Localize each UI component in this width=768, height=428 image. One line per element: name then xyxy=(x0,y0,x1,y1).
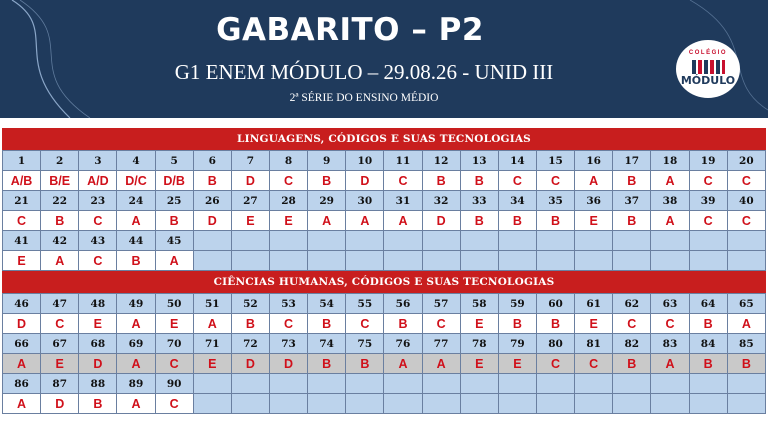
empty-cell xyxy=(231,374,269,394)
question-number: 47 xyxy=(41,294,79,314)
question-number: 62 xyxy=(613,294,651,314)
question-number: 37 xyxy=(613,191,651,211)
answer-cell: A xyxy=(3,394,41,414)
empty-cell xyxy=(193,374,231,394)
answer-cell: A xyxy=(384,211,422,231)
question-number: 16 xyxy=(575,151,613,171)
empty-cell xyxy=(346,251,384,271)
answer-table-humanas xyxy=(2,293,766,414)
question-number: 22 xyxy=(41,191,79,211)
number-row xyxy=(3,231,766,251)
page-title: GABARITO – P2 xyxy=(216,12,484,48)
answer-cell: A xyxy=(384,354,422,374)
empty-cell xyxy=(308,231,346,251)
question-number: 21 xyxy=(3,191,41,211)
header-banner xyxy=(0,0,768,118)
question-number: 85 xyxy=(727,334,765,354)
answer-cell: C xyxy=(79,211,117,231)
question-number: 43 xyxy=(79,231,117,251)
answer-cell: B xyxy=(498,211,536,231)
question-number: 33 xyxy=(460,191,498,211)
answer-cell: E xyxy=(460,314,498,334)
answer-cell: B xyxy=(231,314,269,334)
school-logo xyxy=(676,40,740,98)
question-number: 18 xyxy=(651,151,689,171)
answer-cell: B xyxy=(460,171,498,191)
question-number: 8 xyxy=(269,151,307,171)
empty-cell xyxy=(231,394,269,414)
empty-cell xyxy=(422,251,460,271)
answer-cell: E xyxy=(193,354,231,374)
empty-cell xyxy=(536,251,574,271)
empty-cell xyxy=(384,251,422,271)
empty-cell xyxy=(460,394,498,414)
answer-cell: B/E xyxy=(41,171,79,191)
question-number: 78 xyxy=(460,334,498,354)
answer-cell: C xyxy=(269,314,307,334)
question-number: 90 xyxy=(155,374,193,394)
answer-cell: D xyxy=(3,314,41,334)
empty-cell xyxy=(651,231,689,251)
answer-cell: E xyxy=(575,314,613,334)
answer-cell: B xyxy=(79,394,117,414)
answer-cell: A xyxy=(651,211,689,231)
answer-cell: B xyxy=(308,171,346,191)
section-title-humanas: CIÊNCIAS HUMANAS, CÓDIGOS E SUAS TECNOLOGIAS xyxy=(2,271,766,293)
empty-cell xyxy=(422,231,460,251)
question-number: 59 xyxy=(498,294,536,314)
question-number: 81 xyxy=(575,334,613,354)
logo-top-text: COLÉGIO xyxy=(688,50,728,56)
empty-cell xyxy=(498,374,536,394)
answer-row xyxy=(3,211,766,231)
question-number: 89 xyxy=(117,374,155,394)
question-number: 5 xyxy=(155,151,193,171)
answer-cell: D xyxy=(231,171,269,191)
answer-cell: B xyxy=(155,211,193,231)
empty-cell xyxy=(651,374,689,394)
question-number: 77 xyxy=(422,334,460,354)
answer-cell: D/B xyxy=(155,171,193,191)
answer-cell: B xyxy=(117,251,155,271)
answer-cell: A xyxy=(117,354,155,374)
empty-cell xyxy=(689,231,727,251)
answer-cell: D xyxy=(346,171,384,191)
question-number: 70 xyxy=(155,334,193,354)
answer-cell: D xyxy=(41,394,79,414)
question-number: 35 xyxy=(536,191,574,211)
answer-cell: A xyxy=(41,251,79,271)
empty-cell xyxy=(613,231,651,251)
empty-cell xyxy=(613,394,651,414)
question-number: 75 xyxy=(346,334,384,354)
empty-cell xyxy=(498,251,536,271)
empty-cell xyxy=(384,394,422,414)
question-number: 66 xyxy=(3,334,41,354)
answer-cell: D xyxy=(193,211,231,231)
answer-cell: B xyxy=(689,314,727,334)
question-number: 46 xyxy=(3,294,41,314)
answer-cell: C xyxy=(384,171,422,191)
question-number: 73 xyxy=(269,334,307,354)
question-number: 13 xyxy=(460,151,498,171)
question-number: 38 xyxy=(651,191,689,211)
empty-cell xyxy=(575,374,613,394)
empty-cell xyxy=(193,394,231,414)
answer-cell: A xyxy=(155,251,193,271)
empty-cell xyxy=(269,251,307,271)
number-row xyxy=(3,334,766,354)
question-number: 88 xyxy=(79,374,117,394)
answer-cell: D xyxy=(79,354,117,374)
answer-cell: B xyxy=(422,171,460,191)
answer-cell: B xyxy=(536,314,574,334)
answer-cell: E xyxy=(231,211,269,231)
empty-cell xyxy=(727,374,765,394)
answer-cell: E xyxy=(155,314,193,334)
answer-cell: B xyxy=(689,354,727,374)
empty-cell xyxy=(613,251,651,271)
answer-cell: B xyxy=(613,354,651,374)
empty-cell xyxy=(536,231,574,251)
answer-cell: C xyxy=(575,354,613,374)
question-number: 64 xyxy=(689,294,727,314)
answer-cell: B xyxy=(384,314,422,334)
empty-cell xyxy=(384,231,422,251)
empty-cell xyxy=(613,374,651,394)
question-number: 34 xyxy=(498,191,536,211)
question-number: 56 xyxy=(384,294,422,314)
answer-row xyxy=(3,394,766,414)
answer-row xyxy=(3,354,766,374)
answer-cell: B xyxy=(308,314,346,334)
question-number: 4 xyxy=(117,151,155,171)
question-number: 65 xyxy=(727,294,765,314)
empty-cell xyxy=(269,374,307,394)
empty-cell xyxy=(727,251,765,271)
question-number: 69 xyxy=(117,334,155,354)
answer-cell: A xyxy=(422,354,460,374)
answer-cell: C xyxy=(727,171,765,191)
question-number: 72 xyxy=(231,334,269,354)
question-number: 68 xyxy=(79,334,117,354)
answer-cell: A xyxy=(117,211,155,231)
answer-cell: C xyxy=(79,251,117,271)
answer-cell: B xyxy=(308,354,346,374)
question-number: 48 xyxy=(79,294,117,314)
empty-cell xyxy=(460,231,498,251)
question-number: 31 xyxy=(384,191,422,211)
question-number: 23 xyxy=(79,191,117,211)
question-number: 87 xyxy=(41,374,79,394)
empty-cell xyxy=(346,394,384,414)
empty-cell xyxy=(536,394,574,414)
question-number: 83 xyxy=(651,334,689,354)
answer-cell: D xyxy=(269,354,307,374)
answer-sheet xyxy=(2,128,766,414)
empty-cell xyxy=(308,374,346,394)
question-number: 80 xyxy=(536,334,574,354)
answer-cell: B xyxy=(727,354,765,374)
empty-cell xyxy=(536,374,574,394)
question-number: 41 xyxy=(3,231,41,251)
answer-cell: A/B xyxy=(3,171,41,191)
answer-cell: C xyxy=(155,394,193,414)
answer-cell: E xyxy=(498,354,536,374)
section-title-linguagens: LINGUAGENS, CÓDIGOS E SUAS TECNOLOGIAS xyxy=(2,128,766,150)
answer-cell: A xyxy=(193,314,231,334)
empty-cell xyxy=(575,394,613,414)
answer-cell: A xyxy=(575,171,613,191)
answer-cell: C xyxy=(269,171,307,191)
answer-cell: B xyxy=(346,354,384,374)
question-number: 26 xyxy=(193,191,231,211)
answer-cell: C xyxy=(346,314,384,334)
empty-cell xyxy=(689,394,727,414)
question-number: 19 xyxy=(689,151,727,171)
answer-cell: D/C xyxy=(117,171,155,191)
empty-cell xyxy=(651,251,689,271)
question-number: 44 xyxy=(117,231,155,251)
question-number: 60 xyxy=(536,294,574,314)
question-number: 45 xyxy=(155,231,193,251)
question-number: 14 xyxy=(498,151,536,171)
answer-row xyxy=(3,314,766,334)
answer-cell: B xyxy=(536,211,574,231)
answer-cell: B xyxy=(41,211,79,231)
answer-cell: B xyxy=(613,171,651,191)
answer-cell: A xyxy=(117,394,155,414)
question-number: 63 xyxy=(651,294,689,314)
question-number: 29 xyxy=(308,191,346,211)
empty-cell xyxy=(269,231,307,251)
question-number: 1 xyxy=(3,151,41,171)
question-number: 28 xyxy=(269,191,307,211)
question-number: 9 xyxy=(308,151,346,171)
answer-cell: C xyxy=(498,171,536,191)
question-number: 30 xyxy=(346,191,384,211)
question-number: 17 xyxy=(613,151,651,171)
empty-cell xyxy=(346,374,384,394)
answer-cell: C xyxy=(536,171,574,191)
empty-cell xyxy=(231,251,269,271)
answer-cell: E xyxy=(79,314,117,334)
answer-table-linguagens xyxy=(2,150,766,271)
empty-cell xyxy=(689,251,727,271)
question-number: 15 xyxy=(536,151,574,171)
question-number: 3 xyxy=(79,151,117,171)
question-number: 32 xyxy=(422,191,460,211)
question-number: 82 xyxy=(613,334,651,354)
question-number: 42 xyxy=(41,231,79,251)
question-number: 52 xyxy=(231,294,269,314)
answer-row xyxy=(3,251,766,271)
question-number: 2 xyxy=(41,151,79,171)
answer-cell: E xyxy=(575,211,613,231)
exam-subtitle: G1 ENEM MÓDULO – 29.08.26 - UNID III xyxy=(174,60,554,84)
question-number: 76 xyxy=(384,334,422,354)
question-number: 50 xyxy=(155,294,193,314)
question-number: 84 xyxy=(689,334,727,354)
empty-cell xyxy=(231,231,269,251)
answer-cell: A xyxy=(308,211,346,231)
answer-cell: A xyxy=(651,354,689,374)
question-number: 54 xyxy=(308,294,346,314)
empty-cell xyxy=(651,394,689,414)
empty-cell xyxy=(346,231,384,251)
empty-cell xyxy=(193,251,231,271)
empty-cell xyxy=(269,394,307,414)
answer-cell: A/D xyxy=(79,171,117,191)
question-number: 53 xyxy=(269,294,307,314)
number-row xyxy=(3,374,766,394)
question-number: 79 xyxy=(498,334,536,354)
question-number: 71 xyxy=(193,334,231,354)
question-number: 12 xyxy=(422,151,460,171)
answer-cell: B xyxy=(193,171,231,191)
question-number: 49 xyxy=(117,294,155,314)
empty-cell xyxy=(575,251,613,271)
answer-cell: E xyxy=(3,251,41,271)
answer-cell: A xyxy=(651,171,689,191)
question-number: 51 xyxy=(193,294,231,314)
question-number: 58 xyxy=(460,294,498,314)
empty-cell xyxy=(384,374,422,394)
answer-cell: B xyxy=(613,211,651,231)
empty-cell xyxy=(422,374,460,394)
empty-cell xyxy=(308,394,346,414)
question-number: 11 xyxy=(384,151,422,171)
answer-cell: C xyxy=(727,211,765,231)
empty-cell xyxy=(498,394,536,414)
question-number: 67 xyxy=(41,334,79,354)
answer-cell: C xyxy=(651,314,689,334)
answer-cell: C xyxy=(422,314,460,334)
answer-cell: E xyxy=(41,354,79,374)
number-row xyxy=(3,151,766,171)
answer-cell: C xyxy=(41,314,79,334)
answer-cell: D xyxy=(231,354,269,374)
answer-cell: B xyxy=(460,211,498,231)
empty-cell xyxy=(498,231,536,251)
answer-cell: C xyxy=(536,354,574,374)
question-number: 86 xyxy=(3,374,41,394)
answer-cell: C xyxy=(155,354,193,374)
empty-cell xyxy=(193,231,231,251)
number-row xyxy=(3,191,766,211)
empty-cell xyxy=(689,374,727,394)
empty-cell xyxy=(460,251,498,271)
logo-bottom-text: MÓDULO xyxy=(680,74,736,87)
question-number: 61 xyxy=(575,294,613,314)
answer-cell: A xyxy=(3,354,41,374)
question-number: 74 xyxy=(308,334,346,354)
answer-cell: C xyxy=(3,211,41,231)
answer-cell: A xyxy=(727,314,765,334)
answer-cell: B xyxy=(498,314,536,334)
question-number: 39 xyxy=(689,191,727,211)
empty-cell xyxy=(575,231,613,251)
grade-label: 2ª SÉRIE DO ENSINO MÉDIO xyxy=(289,92,439,104)
question-number: 10 xyxy=(346,151,384,171)
question-number: 55 xyxy=(346,294,384,314)
question-number: 40 xyxy=(727,191,765,211)
logo-mark-icon xyxy=(690,58,726,74)
question-number: 57 xyxy=(422,294,460,314)
answer-cell: C xyxy=(613,314,651,334)
question-number: 7 xyxy=(231,151,269,171)
number-row xyxy=(3,294,766,314)
question-number: 36 xyxy=(575,191,613,211)
question-number: 20 xyxy=(727,151,765,171)
empty-cell xyxy=(460,374,498,394)
empty-cell xyxy=(422,394,460,414)
empty-cell xyxy=(727,231,765,251)
question-number: 27 xyxy=(231,191,269,211)
answer-cell: C xyxy=(689,211,727,231)
empty-cell xyxy=(308,251,346,271)
question-number: 25 xyxy=(155,191,193,211)
answer-cell: A xyxy=(346,211,384,231)
answer-cell: D xyxy=(422,211,460,231)
answer-cell: A xyxy=(117,314,155,334)
question-number: 24 xyxy=(117,191,155,211)
answer-cell: C xyxy=(689,171,727,191)
empty-cell xyxy=(727,394,765,414)
question-number: 6 xyxy=(193,151,231,171)
answer-cell: E xyxy=(269,211,307,231)
answer-row xyxy=(3,171,766,191)
answer-cell: E xyxy=(460,354,498,374)
